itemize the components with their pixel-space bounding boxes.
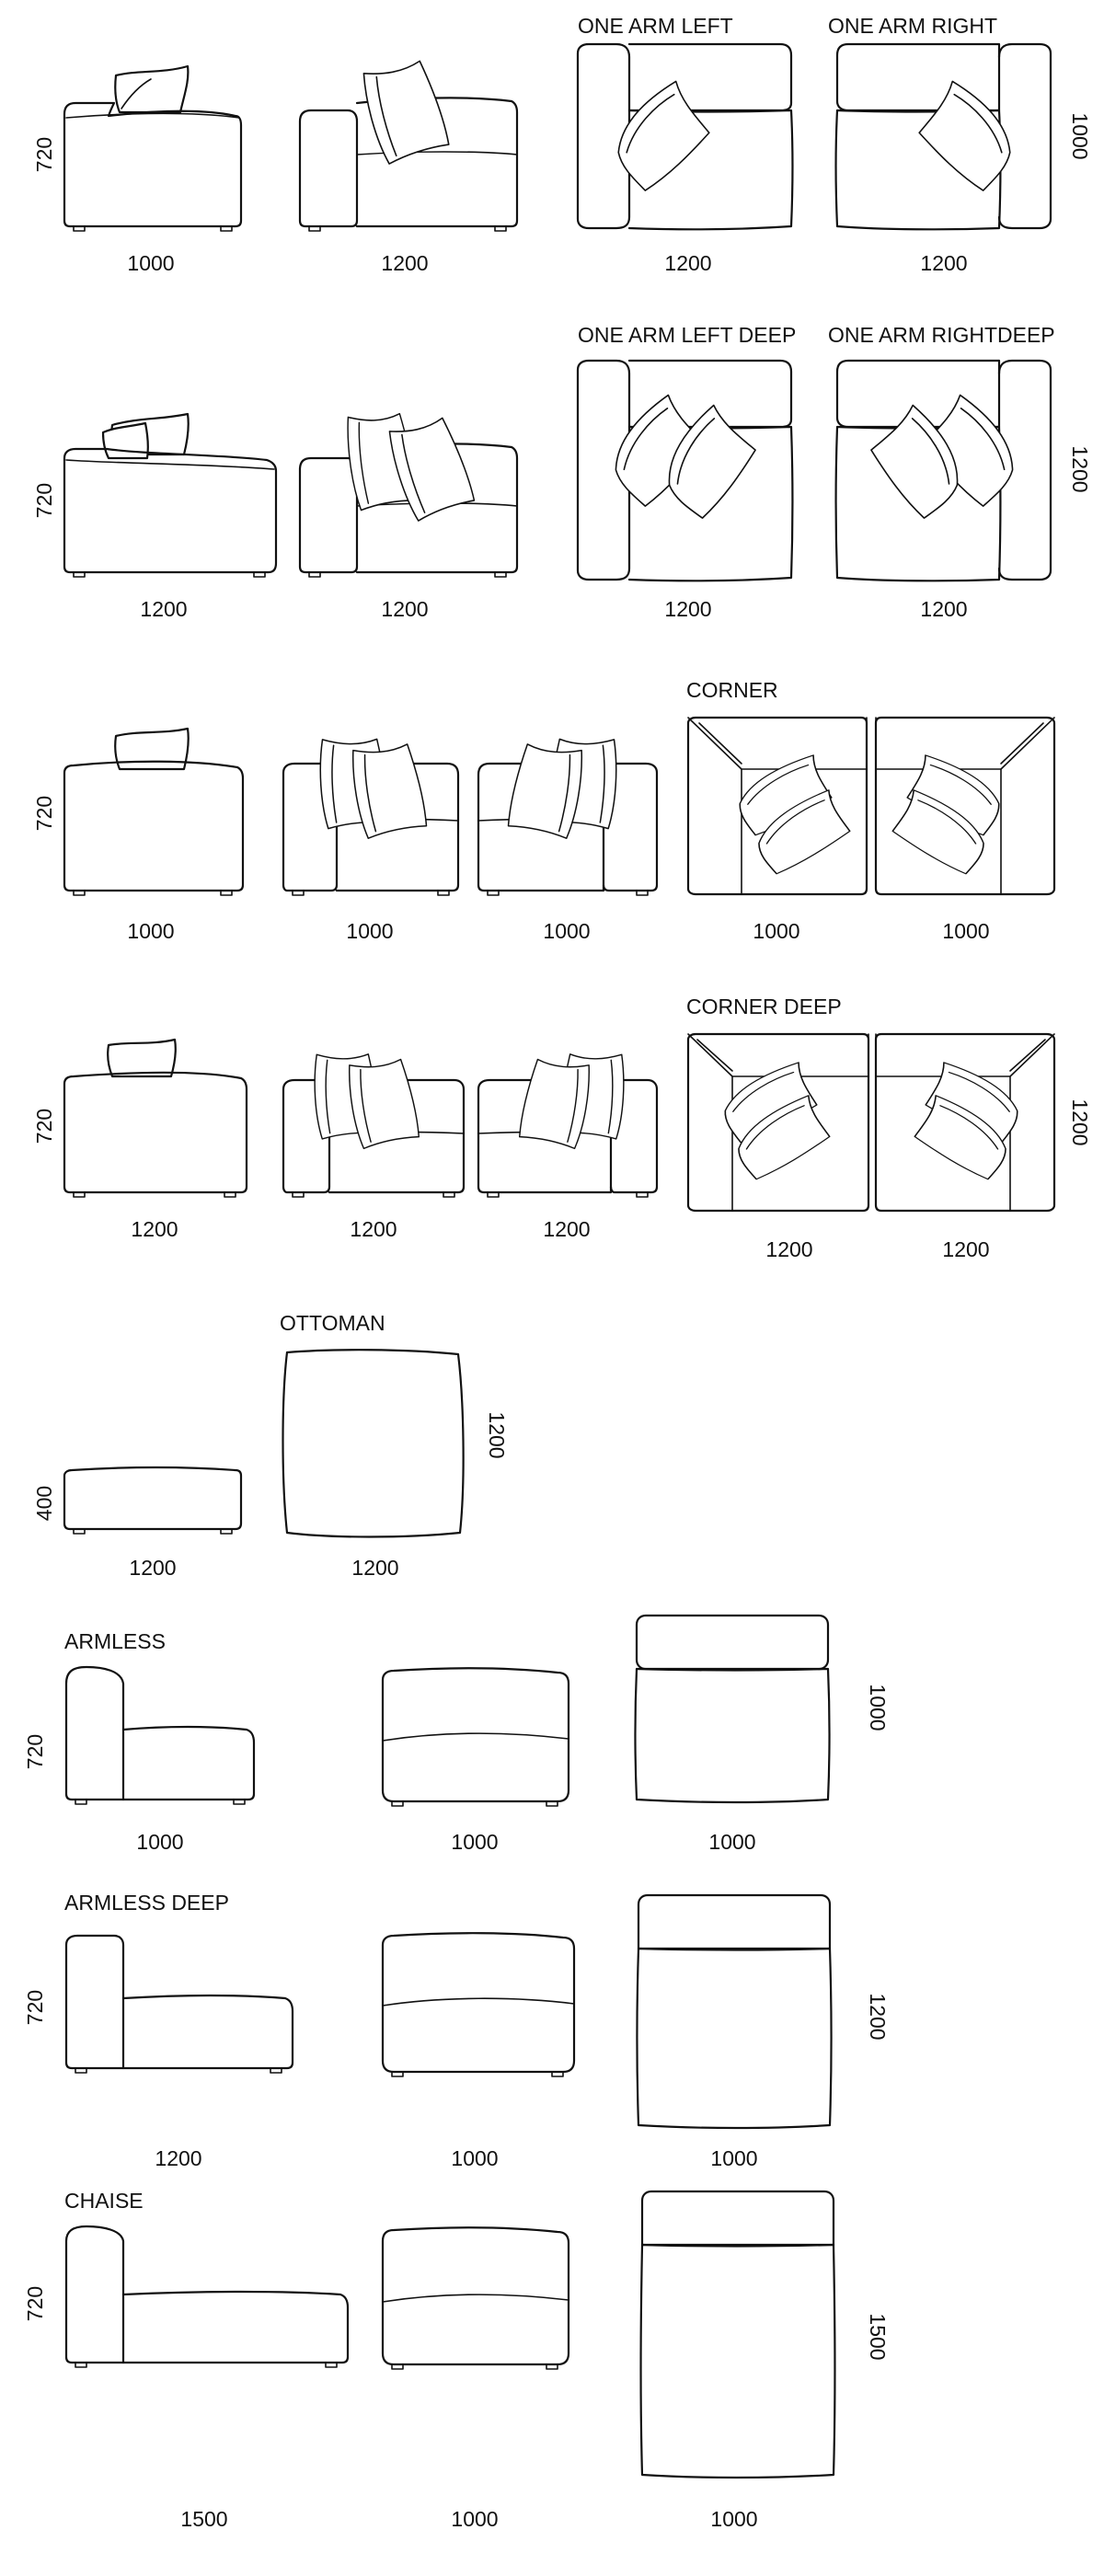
section-armless [23,1616,890,1854]
title-ottoman: OTTOMAN [280,1311,385,1335]
width-label: 1000 [451,2146,499,2170]
section-chaise [23,2189,890,2531]
width-label: 1200 [920,251,968,275]
corner-front-left [283,733,458,943]
depth-label: 1200 [866,1993,890,2041]
plan-view-one-arm-left [578,44,793,275]
side-view-chaise [66,2226,348,2531]
plan-view-one-arm-left-deep [578,361,793,621]
title-chaise: CHAISE [64,2189,144,2213]
title-one-arm-left: ONE ARM LEFT [578,14,733,38]
width-label: 1000 [753,919,800,943]
side-view-1200-deep [300,408,517,621]
width-label: 1000 [346,919,394,943]
height-label: 720 [32,1108,56,1144]
plan-view-corner-left [688,718,867,943]
width-label: 1200 [351,1556,399,1580]
plan-view-corner-deep-right [876,1034,1054,1261]
width-label: 1200 [350,1217,397,1241]
front-view-chaise [383,2227,569,2531]
section-armless-deep [23,1891,890,2170]
title-corner: CORNER [686,678,778,702]
width-label: 1000 [136,1830,184,1854]
depth-label: 1200 [485,1411,509,1459]
width-label: 1200 [664,251,712,275]
corner-deep-front-left [283,1049,464,1241]
depth-label: 1000 [1068,112,1092,160]
side-view-armless [66,1667,254,1854]
title-armless-deep: ARMLESS DEEP [64,1891,229,1915]
plan-view-ottoman [283,1350,464,1580]
side-view-armless-deep [66,1936,293,2170]
width-label: 1000 [710,2507,758,2531]
width-label: 1500 [180,2507,228,2531]
section-one-arm-deep [32,323,1092,621]
depth-label: 1000 [866,1684,890,1731]
height-label: 400 [32,1485,56,1522]
plan-view-chaise [641,2191,835,2531]
depth-label: 1500 [866,2313,890,2361]
corner-front-right [478,733,657,943]
side-view-1200 [300,54,517,275]
width-label: 1200 [543,1217,591,1241]
front-view-1000 [64,66,241,275]
title-one-arm-right-deep: ONE ARM RIGHTDEEP [828,323,1055,347]
title-one-arm-right: ONE ARM RIGHT [828,14,998,38]
depth-label: 1200 [1068,1098,1092,1146]
width-label: 1200 [381,251,429,275]
height-label: 720 [23,2285,47,2322]
plan-view-corner-deep-left [688,1034,868,1261]
title-corner-deep: CORNER DEEP [686,995,842,1018]
section-ottoman [32,1311,509,1580]
width-label: 1000 [127,919,175,943]
height-label: 720 [32,136,56,173]
front-view-1200-deep [64,414,276,621]
width-label: 1200 [942,1237,990,1261]
plan-view-armless-deep [638,1895,832,2170]
width-label: 1200 [920,597,968,621]
plan-view-one-arm-right [836,44,1052,275]
height-label: 720 [32,482,56,519]
front-view-1000-corner [64,729,243,943]
width-label: 1000 [710,2146,758,2170]
section-one-arm [32,14,1092,275]
width-label: 1000 [708,1830,756,1854]
title-one-arm-left-deep: ONE ARM LEFT DEEP [578,323,797,347]
width-label: 1200 [129,1556,177,1580]
title-armless: ARMLESS [64,1629,166,1653]
width-label: 1200 [155,2146,202,2170]
width-label: 1000 [942,919,990,943]
width-label: 1200 [664,597,712,621]
height-label: 720 [32,795,56,832]
width-label: 1000 [451,1830,499,1854]
plan-view-corner-right [876,718,1054,943]
height-label: 720 [23,1733,47,1770]
front-view-ottoman [64,1467,241,1580]
width-label: 1000 [127,251,175,275]
section-corner [32,678,1054,943]
width-label: 1200 [381,597,429,621]
plan-view-one-arm-right-deep [836,361,1052,621]
corner-deep-front-right [478,1049,657,1241]
width-label: 1000 [451,2507,499,2531]
width-label: 1200 [765,1237,813,1261]
width-label: 1200 [131,1217,178,1241]
front-view-1200-corner-deep [64,1040,247,1241]
section-corner-deep [32,995,1092,1261]
plan-view-armless [636,1616,830,1854]
width-label: 1200 [140,597,188,621]
front-view-armless-deep [383,1933,574,2170]
front-view-armless [383,1668,569,1854]
width-label: 1000 [543,919,591,943]
height-label: 720 [23,1989,47,2026]
depth-label: 1200 [1068,445,1092,493]
